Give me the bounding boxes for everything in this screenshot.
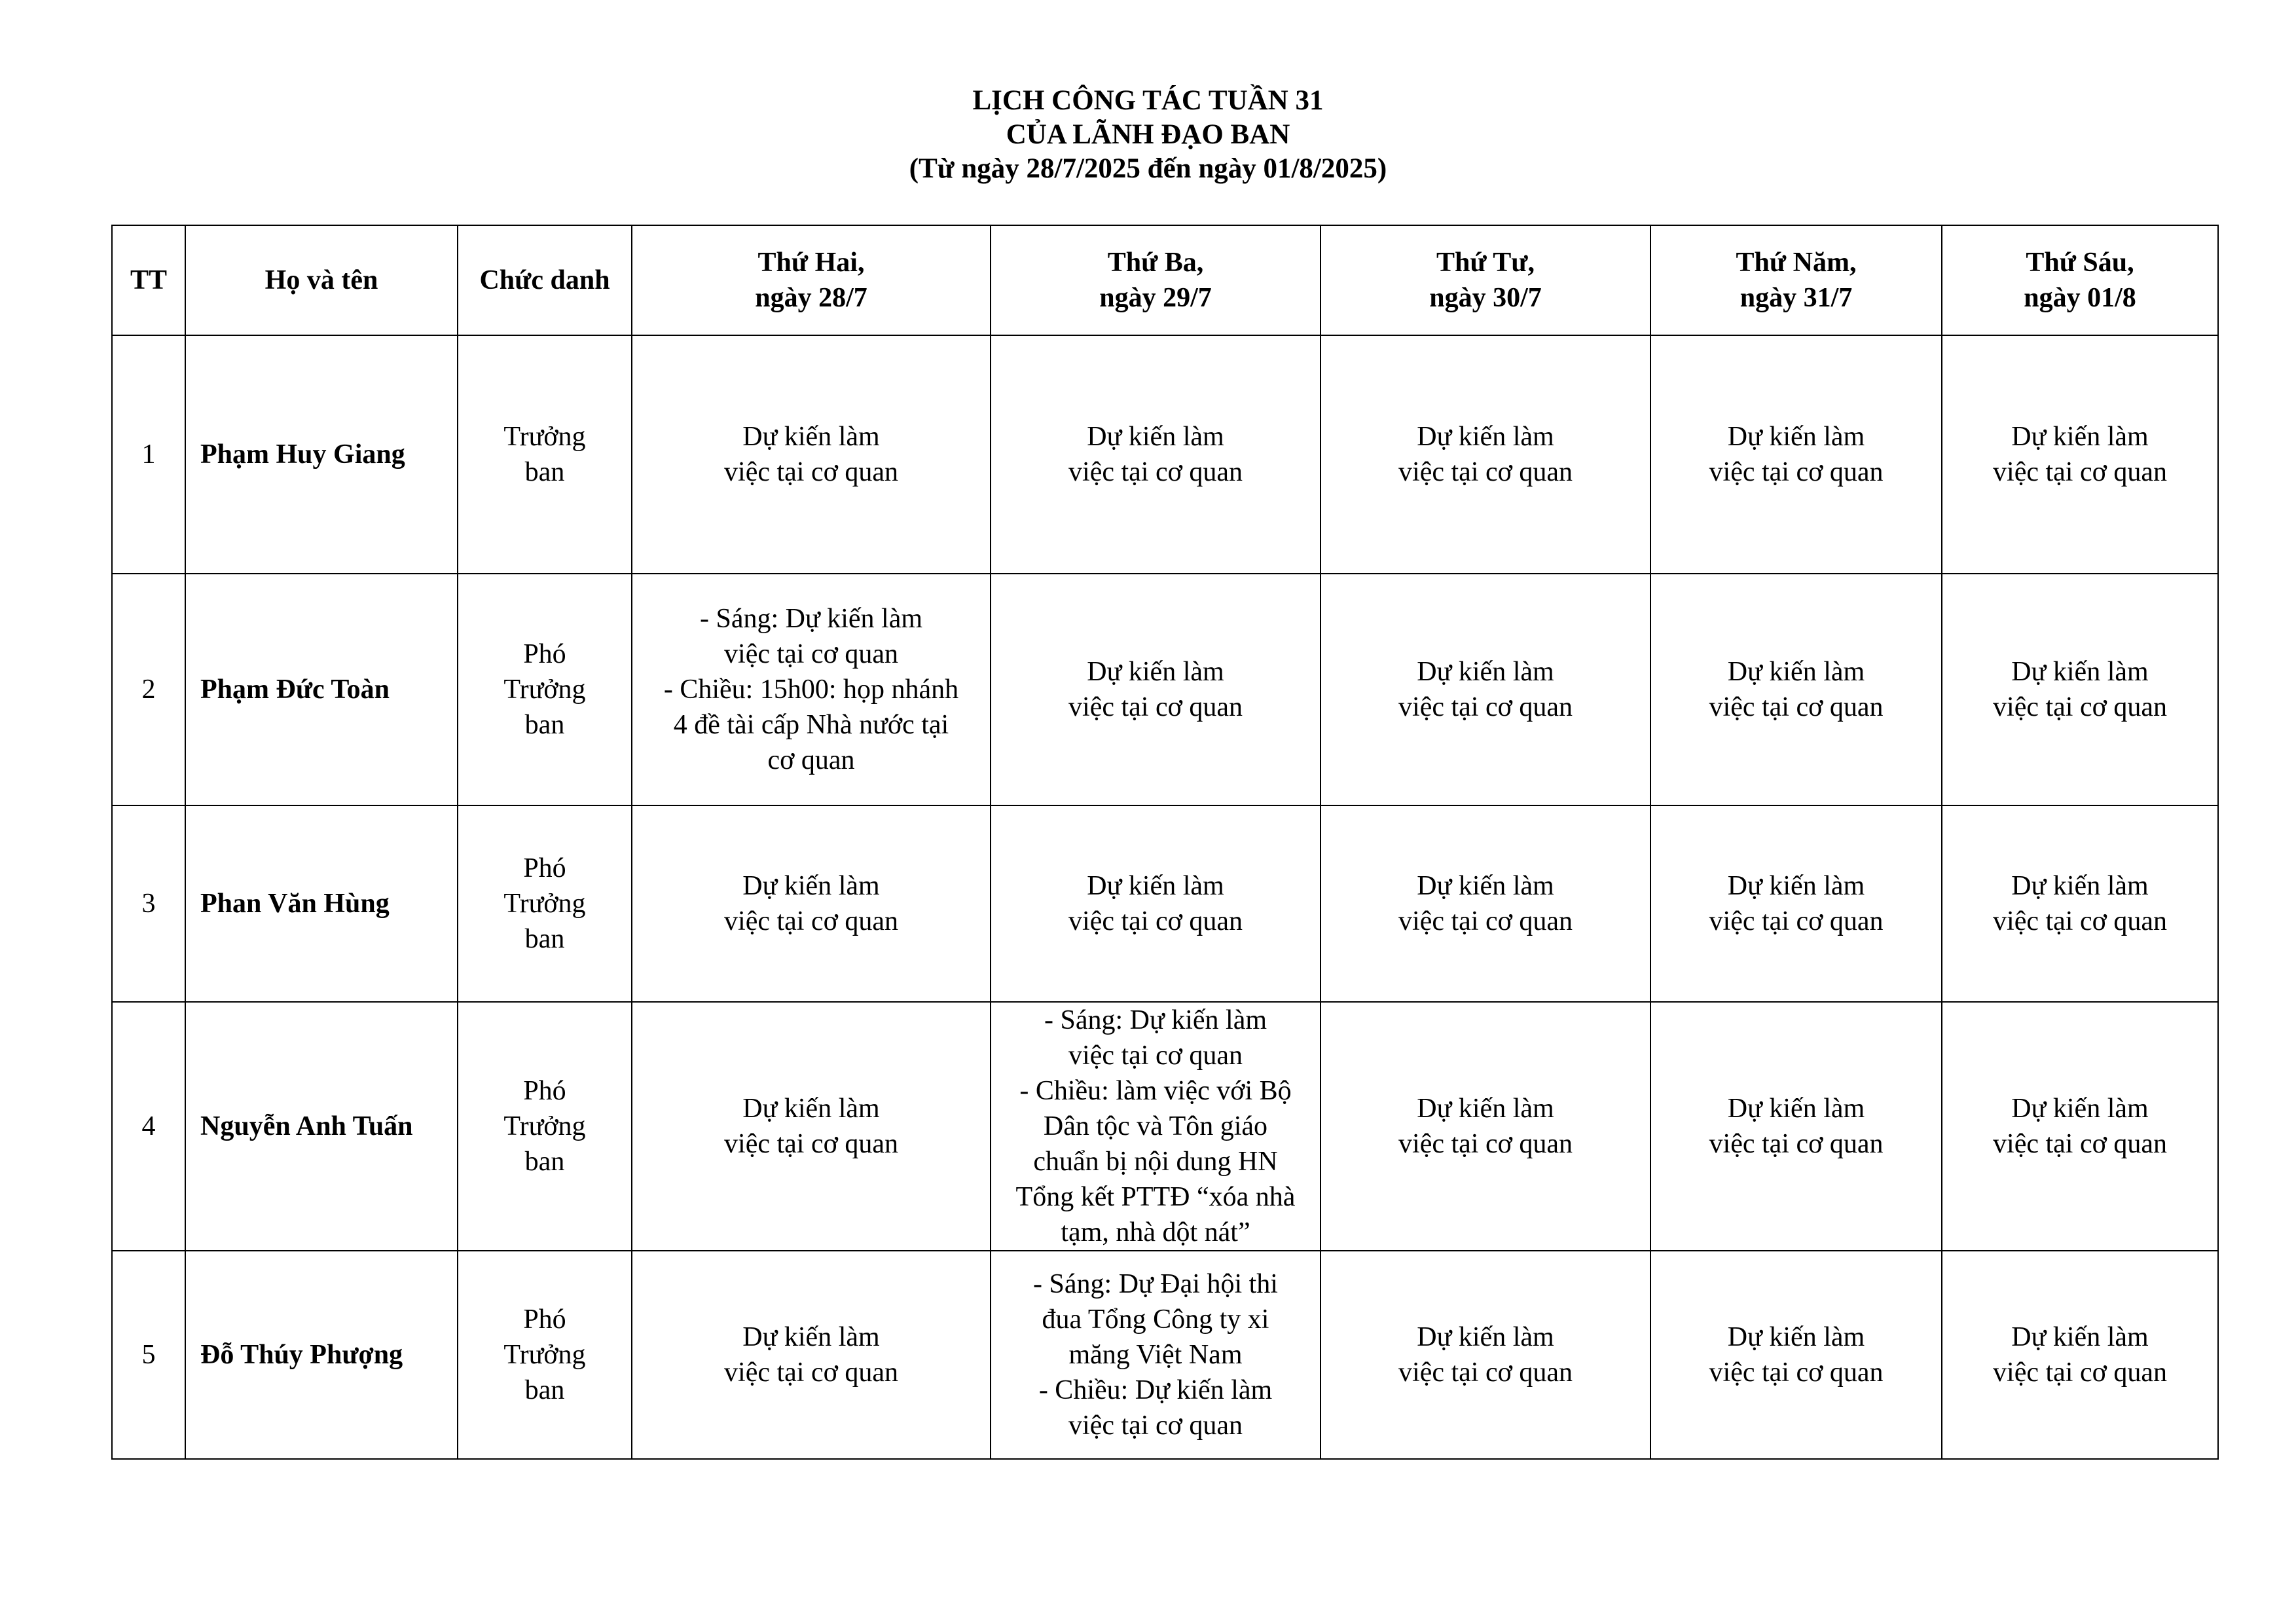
cell-friday: Dự kiến làm việc tại cơ quan (1942, 1251, 2218, 1459)
table-row (112, 1251, 2218, 1459)
column-header-name: Họ và tên (185, 225, 458, 335)
cell-tt: 4 (112, 1002, 185, 1251)
cell-tt: 3 (112, 805, 185, 1002)
cell-wednesday: Dự kiến làm việc tại cơ quan (1321, 805, 1650, 1002)
cell-monday: Dự kiến làm việc tại cơ quan (632, 1251, 991, 1459)
cell-wednesday: Dự kiến làm việc tại cơ quan (1321, 335, 1650, 574)
cell-title: Phó Trưởng ban (458, 805, 632, 1002)
cell-name: Đỗ Thúy Phượng (185, 1251, 458, 1459)
cell-tuesday: - Sáng: Dự kiến làm việc tại cơ quan - Chiều: làm việc với Bộ Dân tộc và Tôn giáo chuẩn bị nội dung HN Tổng kết PTTĐ “xóa nhà tạm, nhà dột nát” (991, 1002, 1321, 1251)
table-row (112, 805, 2218, 1002)
cell-name: Phạm Đức Toàn (185, 574, 458, 805)
cell-tt: 5 (112, 1251, 185, 1459)
cell-friday: Dự kiến làm việc tại cơ quan (1942, 574, 2218, 805)
cell-tuesday: Dự kiến làm việc tại cơ quan (991, 335, 1321, 574)
cell-name: Phạm Huy Giang (185, 335, 458, 574)
column-header-title: Chức danh (458, 225, 632, 335)
cell-friday: Dự kiến làm việc tại cơ quan (1942, 1002, 2218, 1251)
cell-monday: Dự kiến làm việc tại cơ quan (632, 1002, 991, 1251)
header-row (112, 225, 2218, 335)
cell-wednesday: Dự kiến làm việc tại cơ quan (1321, 1002, 1650, 1251)
cell-monday: Dự kiến làm việc tại cơ quan (632, 805, 991, 1002)
cell-thursday: Dự kiến làm việc tại cơ quan (1650, 335, 1942, 574)
cell-title: Phó Trưởng ban (458, 1251, 632, 1459)
cell-name: Nguyễn Anh Tuấn (185, 1002, 458, 1251)
cell-wednesday: Dự kiến làm việc tại cơ quan (1321, 1251, 1650, 1459)
table-row (112, 574, 2218, 805)
cell-monday: - Sáng: Dự kiến làm việc tại cơ quan - Chiều: 15h00: họp nhánh 4 đề tài cấp Nhà nước tại cơ quan (632, 574, 991, 805)
column-header-thursday: Thứ Năm, ngày 31/7 (1650, 225, 1942, 335)
cell-wednesday: Dự kiến làm việc tại cơ quan (1321, 574, 1650, 805)
cell-thursday: Dự kiến làm việc tại cơ quan (1650, 805, 1942, 1002)
cell-thursday: Dự kiến làm việc tại cơ quan (1650, 574, 1942, 805)
cell-title: Phó Trưởng ban (458, 574, 632, 805)
schedule-table (111, 225, 2219, 1460)
cell-title: Trưởng ban (458, 335, 632, 574)
cell-tuesday: Dự kiến làm việc tại cơ quan (991, 805, 1321, 1002)
column-header-monday: Thứ Hai, ngày 28/7 (632, 225, 991, 335)
column-header-friday: Thứ Sáu, ngày 01/8 (1942, 225, 2218, 335)
cell-monday: Dự kiến làm việc tại cơ quan (632, 335, 991, 574)
cell-title: Phó Trưởng ban (458, 1002, 632, 1251)
page-subtitle: CỦA LÃNH ĐẠO BAN (1006, 119, 1290, 150)
cell-friday: Dự kiến làm việc tại cơ quan (1942, 805, 2218, 1002)
cell-thursday: Dự kiến làm việc tại cơ quan (1650, 1251, 1942, 1459)
cell-tt: 2 (112, 574, 185, 805)
cell-thursday: Dự kiến làm việc tại cơ quan (1650, 1002, 1942, 1251)
column-header-wednesday: Thứ Tư, ngày 30/7 (1321, 225, 1650, 335)
page-header (0, 84, 2296, 186)
page-title: LỊCH CÔNG TÁC TUẦN 31 (972, 85, 1324, 116)
column-header-tt: TT (112, 225, 185, 335)
cell-friday: Dự kiến làm việc tại cơ quan (1942, 335, 2218, 574)
cell-tuesday: - Sáng: Dự Đại hội thi đua Tổng Công ty xi măng Việt Nam - Chiều: Dự kiến làm việc tại cơ quan (991, 1251, 1321, 1459)
column-header-tuesday: Thứ Ba, ngày 29/7 (991, 225, 1321, 335)
cell-tt: 1 (112, 335, 185, 574)
table-row (112, 1002, 2218, 1251)
date-range: (Từ ngày 28/7/2025 đến ngày 01/8/2025) (909, 153, 1387, 184)
cell-name: Phan Văn Hùng (185, 805, 458, 1002)
table-row (112, 335, 2218, 574)
cell-tuesday: Dự kiến làm việc tại cơ quan (991, 574, 1321, 805)
